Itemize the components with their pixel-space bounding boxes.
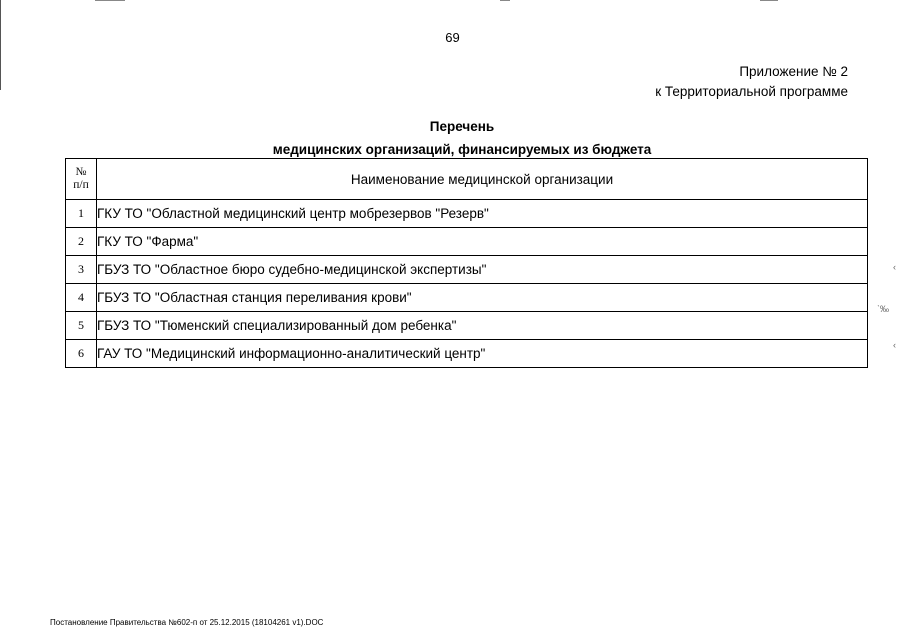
organization-name: ГБУЗ ТО "Областная станция переливания крови": [97, 284, 868, 312]
scan-artifact-line: [760, 0, 778, 1]
row-number: 1: [66, 200, 97, 228]
organizations-table: [65, 158, 868, 368]
scan-speck: ‹: [893, 340, 896, 350]
document-title-line-1: Перечень: [429, 119, 495, 134]
row-number: 2: [66, 228, 97, 256]
scan-speck: ‹: [893, 262, 896, 272]
organization-name: ГБУЗ ТО "Тюменский специализированный дом ребенка": [97, 312, 868, 340]
scan-artifact-line: [95, 0, 125, 1]
page-number: 69: [445, 30, 460, 45]
document-title-line-2: медицинских организаций, финансируемых из бюджета: [272, 142, 652, 157]
row-number: 4: [66, 284, 97, 312]
organization-name: ГАУ ТО "Медицинский информационно-аналитический центр": [97, 340, 868, 368]
column-header-name: Наименование медицинской организации: [97, 159, 868, 200]
appendix-line-1: Приложение № 2: [739, 64, 848, 79]
scan-edge-shadow: [0, 0, 1, 90]
row-number: 3: [66, 256, 97, 284]
scan-speck: ˋ‰: [877, 304, 889, 314]
column-header-number: [66, 159, 97, 200]
column-header-number-line-1: №: [75, 166, 87, 178]
scan-artifact-line: [500, 0, 510, 1]
organization-name: ГКУ ТО "Фарма": [97, 228, 868, 256]
footer-document-reference: Постановление Правительства №602-п от 25.12.2015 (18104261 v1).DOC: [50, 618, 324, 627]
table-row: [66, 340, 868, 368]
table-row: [66, 312, 868, 340]
appendix-line-2: к Территориальной программе: [655, 84, 848, 99]
organization-name: ГБУЗ ТО "Областное бюро судебно-медицинской экспертизы": [97, 256, 868, 284]
organization-name: ГКУ ТО "Областной медицинский центр мобрезервов "Резерв": [97, 200, 868, 228]
table-row: [66, 200, 868, 228]
table-row: [66, 284, 868, 312]
appendix-caption: [655, 62, 848, 102]
table-row: [66, 256, 868, 284]
column-header-number-line-2: п/п: [73, 179, 89, 191]
row-number: 5: [66, 312, 97, 340]
document-title: [0, 115, 905, 161]
table-header-row: [66, 159, 868, 200]
row-number: 6: [66, 340, 97, 368]
table-row: [66, 228, 868, 256]
